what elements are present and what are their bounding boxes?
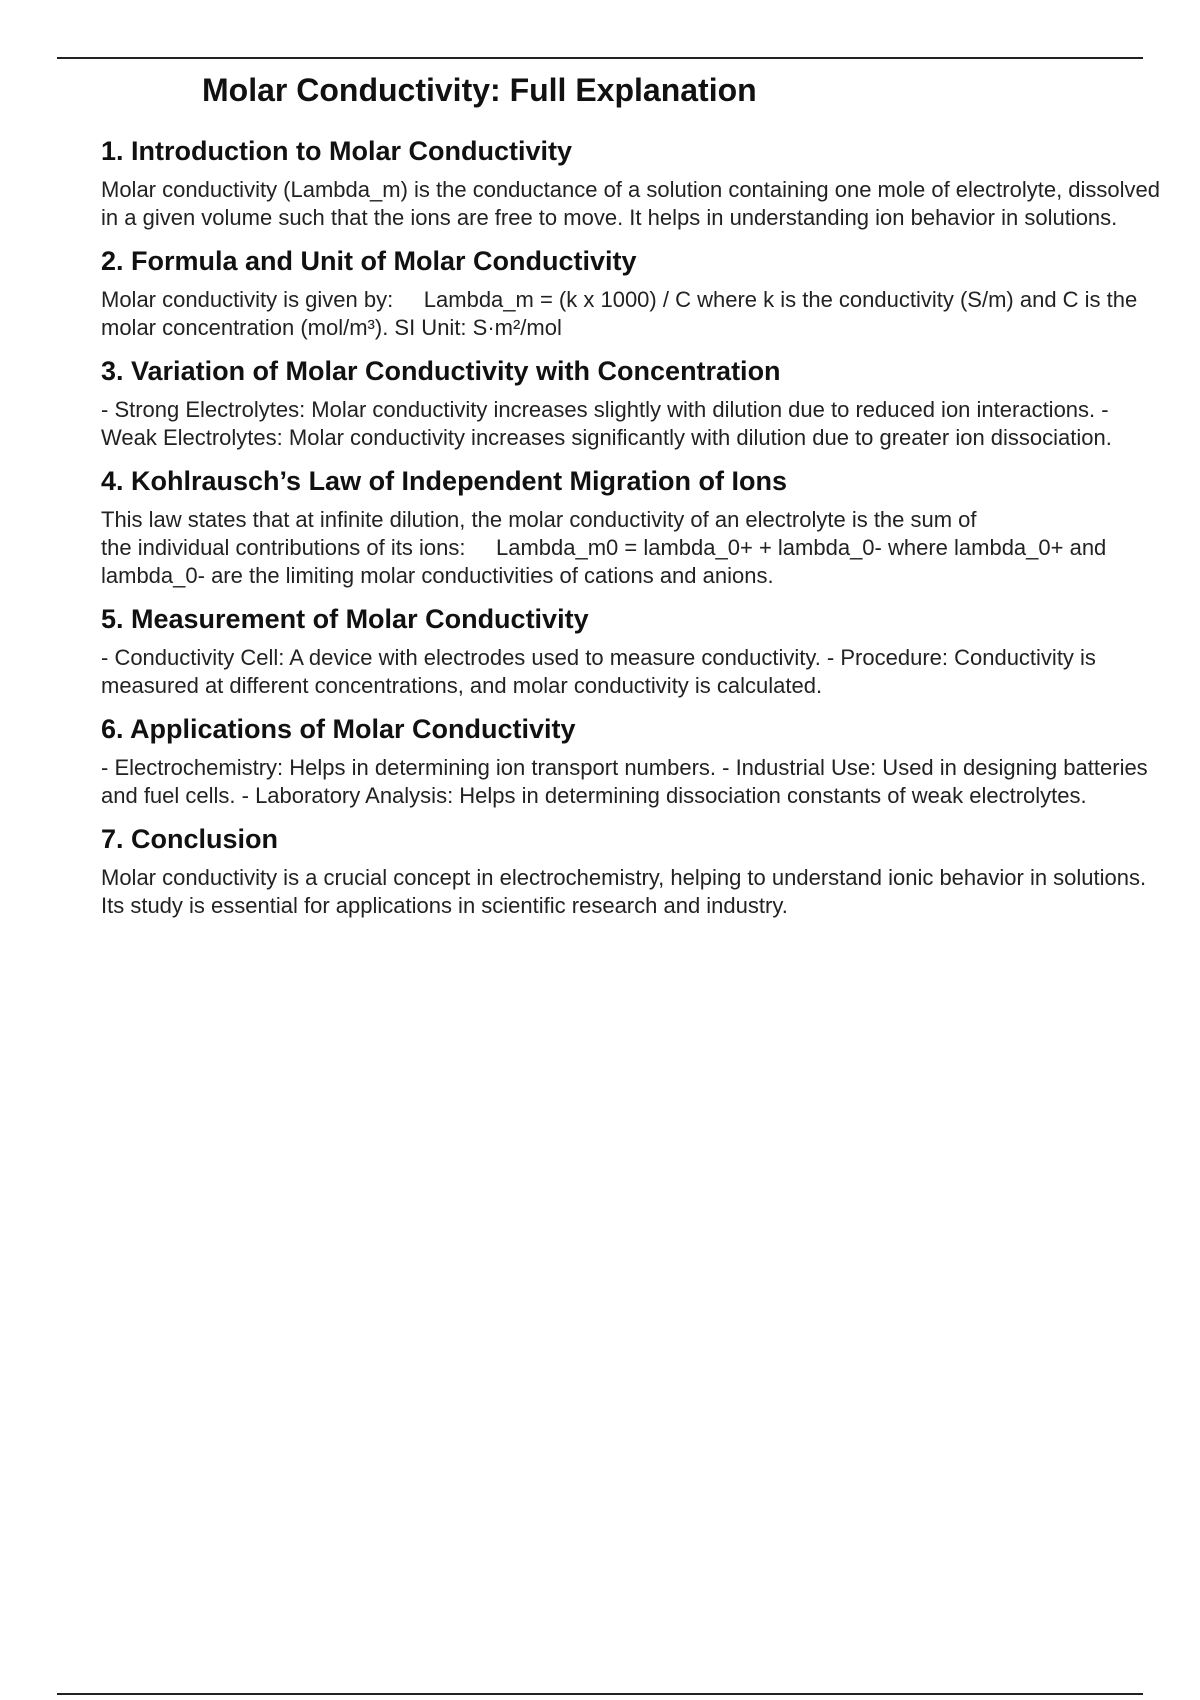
- section-measurement: [101, 600, 1200, 700]
- paragraph-line: the individual contributions of its ions: Lambda_m0 = lambda_0+ + lambda_0- where lambda_0+ and: [101, 535, 1107, 560]
- section-heading: 6. Applications of Molar Conductivity: [101, 714, 576, 744]
- page-title: Molar Conductivity: Full Explanation: [202, 72, 757, 108]
- paragraph-line: lambda_0- are the limiting molar conductivities of cations and anions.: [101, 563, 774, 588]
- section-paragraph: Molar conductivity is a crucial concept in electrochemistry, helping to understand ionic behavior in solutions. Its study is essential for applications in scientific research and industry.: [101, 865, 1147, 918]
- section-conclusion: [101, 820, 1200, 920]
- section-paragraph: - Conductivity Cell: A device with electrodes used to measure conductivity. - Procedure: Conductivity is measured at different concentrations, and molar conductivity is calculated.: [101, 645, 1096, 698]
- section-paragraph: Molar conductivity is given by: Lambda_m = (k x 1000) / C where k is the conductivity (S/m) and C is the molar concentration (mol/m³). SI Unit: S·m²/mol: [101, 287, 1144, 340]
- section-applications: [101, 710, 1200, 810]
- section-heading: 3. Variation of Molar Conductivity with Concentration: [101, 356, 781, 386]
- section-paragraph: Molar conductivity (Lambda_m) is the conductance of a solution containing one mole of electrolyte, dissolved in a given volume such that the ions are free to move. It helps in understanding ion behavior in solutions.: [101, 177, 1161, 230]
- bottom-rule: [57, 1693, 1143, 1695]
- section-heading: 2. Formula and Unit of Molar Conductivity: [101, 246, 637, 276]
- section-paragraph: - Strong Electrolytes: Molar conductivity increases slightly with dilution due to reduced ion interactions. - Weak Electrolytes: Molar conductivity increases significantly with dilution due to greater ion dissociation.: [101, 397, 1112, 450]
- section-paragraph: [101, 506, 1200, 590]
- section-heading: 5. Measurement of Molar Conductivity: [101, 604, 589, 634]
- section-heading: 4. Kohlrausch’s Law of Independent Migration of Ions: [101, 466, 788, 496]
- section-heading: 7. Conclusion: [101, 824, 279, 854]
- document-body: [101, 132, 1200, 930]
- paragraph-line: This law states that at infinite dilution, the molar conductivity of an electrolyte is the sum of: [101, 507, 977, 532]
- section-kohlrausch-law: [101, 462, 1200, 590]
- section-paragraph: - Electrochemistry: Helps in determining ion transport numbers. - Industrial Use: Used in designing batteries and fuel cells. - Laboratory Analysis: Helps in determining dissociation constants of weak electrolytes.: [101, 755, 1148, 808]
- section-introduction: [101, 132, 1200, 232]
- section-heading: 1. Introduction to Molar Conductivity: [101, 136, 572, 166]
- top-rule: [57, 57, 1143, 59]
- section-variation-with-concentration: [101, 352, 1200, 452]
- section-formula-and-unit: [101, 242, 1200, 342]
